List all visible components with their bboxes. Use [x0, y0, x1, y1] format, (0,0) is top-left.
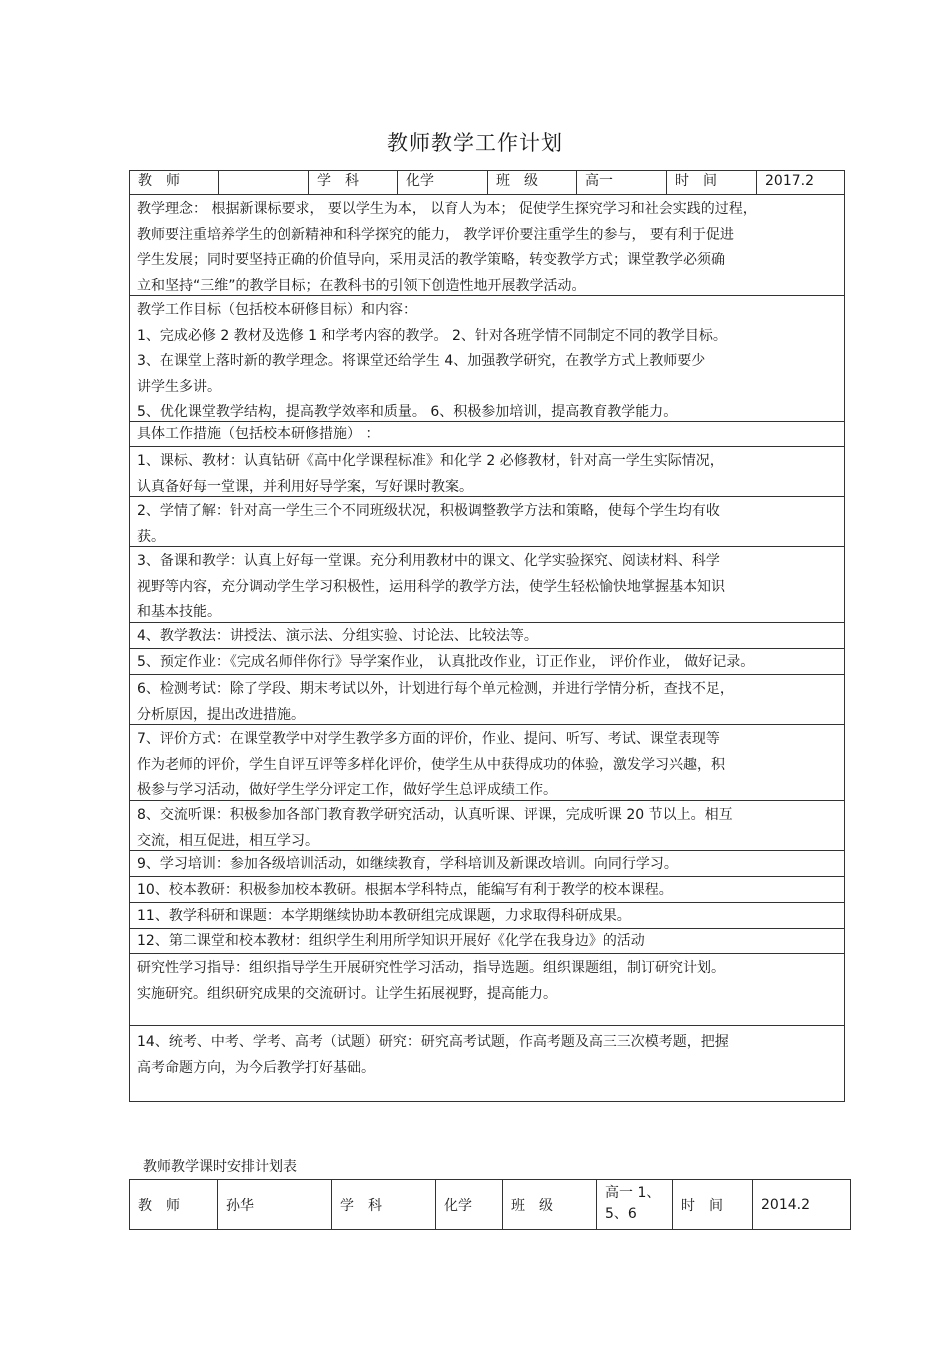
measure-line: 获。	[137, 528, 165, 545]
measure-item	[129, 648, 845, 674]
teacher-label: 教 师	[138, 173, 180, 189]
schedule-time-value: 2014.2	[752, 1180, 850, 1229]
goals-line: 3、在课堂上落时新的教学理念。将课堂还给学生 4、加强教学研究，在教学方式上教师要少	[137, 353, 706, 369]
schedule-teacher-label: 教 师	[138, 1197, 180, 1214]
measure-line: 7、评价方式：在课堂教学中对学生教学多方面的评价，作业、提问、听写、考试、课堂表现等	[137, 731, 720, 747]
measure-item	[129, 496, 845, 546]
measure-line: 极参与学习活动，做好学生学分评定工作，做好学生总评成绩工作。	[137, 782, 557, 798]
schedule-time-label: 时 间	[672, 1180, 752, 1229]
measure-line: 交流，相互促进，相互学习。	[137, 832, 319, 849]
measure-item	[129, 1025, 845, 1102]
measure-line: 3、备课和教学：认真上好每一堂课。充分利用教材中的课文、化学实验探究、阅读材料、科学	[137, 553, 720, 569]
goals-heading: 教学工作目标（包括校本研修目标）和内容：	[137, 302, 417, 318]
schedule-grade-line: 高一 1、	[605, 1185, 661, 1201]
schedule-grade-value	[596, 1180, 672, 1229]
page-title: 教师教学工作计划	[387, 131, 563, 155]
philosophy-line: 学生发展；同时要坚持正确的价值导向，采用灵活的教学策略，转变教学方式；课堂教学必须确	[137, 252, 725, 268]
measure-item	[129, 724, 845, 800]
philosophy-section	[129, 194, 845, 295]
measure-line: 研究性学习指导：组织指导学生开展研究性学习活动，指导选题。组织课题组，制订研究计划。	[137, 960, 725, 976]
measure-line: 1、课标、教材：认真钻研《高中化学课程标准》和化学 2 必修教材，针对高一学生实际情况，	[137, 453, 724, 469]
subject-label: 学 科	[308, 170, 397, 194]
measure-line: 视野等内容，充分调动学生学习积极性，运用科学的教学方法，使学生轻松愉快地掌握基本知识	[137, 578, 725, 595]
schedule-caption: 教师教学课时安排计划表	[143, 1159, 297, 1175]
philosophy-line: 教学理念： 根据新课标要求， 要以学生为本， 以育人为本； 促使学生探究学习和社会实践的过程，	[137, 201, 757, 217]
schedule-grade-label: 班 级	[502, 1180, 596, 1229]
schedule-teacher-value: 孙华	[217, 1180, 331, 1229]
measures-heading	[129, 421, 845, 446]
grade-value: 高一	[576, 170, 666, 194]
measure-line: 高考命题方向，为今后教学打好基础。	[137, 1059, 375, 1076]
measure-line: 作为老师的评价，学生自评互评等多样化评价，使学生从中获得成功的体验，激发学习兴趣，积	[137, 756, 725, 773]
measure-line: 9、学习培训：参加各级培训活动，如继续教育，学科培训及新课改培训。向同行学习。	[137, 856, 678, 872]
measure-line: 12、第二课堂和校本教材：组织学生利用所学知识开展好《化学在我身边》的活动	[137, 933, 645, 949]
measure-item	[129, 800, 845, 850]
measure-item	[129, 902, 845, 928]
measure-line: 2、学情了解：针对高一学生三个不同班级状况，积极调整教学方法和策略，使每个学生均有收	[137, 503, 720, 519]
measure-line: 10、校本教研：积极参加校本教研。根据本学科特点，能编写有利于教学的校本课程。	[137, 882, 673, 898]
measure-line: 和基本技能。	[137, 604, 221, 620]
schedule-subject-value: 化学	[435, 1180, 502, 1229]
time-label: 时 间	[666, 170, 756, 194]
measure-line: 4、教学教法：讲授法、演示法、分组实验、讨论法、比较法等。	[137, 628, 538, 644]
teacher-value	[218, 170, 308, 194]
subject-value: 化学	[397, 170, 487, 194]
goals-line: 5、优化课堂教学结构，提高教学效率和质量。 6、积极参加培训，提高教育教学能力。	[137, 404, 678, 420]
measure-item	[129, 928, 845, 953]
grade-label: 班 级	[487, 170, 576, 194]
measure-item	[129, 674, 845, 724]
measure-line: 5、预定作业：《完成名师伴你行》导学案作业， 认真批改作业，订正作业， 评价作业， 做好记录。	[137, 654, 755, 670]
measure-line: 实施研究。组织研究成果的交流研讨。让学生拓展视野，提高能力。	[137, 985, 557, 1002]
schedule-grade-line: 5、6	[605, 1206, 637, 1222]
measure-item	[129, 953, 845, 1025]
measure-line: 分析原因，提出改进措施。	[137, 706, 305, 723]
measure-item	[129, 446, 845, 496]
measure-line: 8、交流听课：积极参加各部门教育教学研究活动，认真听课、评课，完成听课 20 节以上。相互	[137, 807, 733, 823]
measure-item	[129, 546, 845, 622]
measure-line: 14、统考、中考、学考、高考（试题）研究：研究高考试题，作高考题及高三三次模考题，把握	[137, 1034, 729, 1050]
measure-item	[129, 622, 845, 648]
schedule-subject-label: 学 科	[331, 1180, 435, 1229]
goals-line: 1、完成必修 2 教材及选修 1 和学考内容的教学。 2、针对各班学情不同制定不同的教学目标。	[137, 327, 727, 344]
measure-line: 6、检测考试：除了学段、期末考试以外，计划进行每个单元检测，并进行学情分析，查找不足，	[137, 681, 734, 697]
measure-line: 认真备好每一堂课，并利用好导学案，写好课时教案。	[137, 478, 473, 495]
philosophy-line: 教师要注重培养学生的创新精神和科学探究的能力， 教学评价要注重学生的参与， 要有利于促进	[137, 226, 734, 243]
goals-line: 讲学生多讲。	[137, 378, 221, 395]
measures-heading-text: 具体工作措施（包括校本研修措施） ：	[137, 426, 380, 442]
schedule-table	[129, 1179, 851, 1230]
measure-line: 11、教学科研和课题：本学期继续协助本教研组完成课题，力求取得科研成果。	[137, 908, 631, 924]
time-value: 2017.2	[756, 170, 845, 194]
goals-section	[129, 295, 845, 421]
philosophy-line: 立和坚持“三维”的教学目标；在教科书的引领下创造性地开展教学活动。	[137, 277, 586, 294]
measure-item	[129, 850, 845, 876]
measure-item	[129, 876, 845, 902]
